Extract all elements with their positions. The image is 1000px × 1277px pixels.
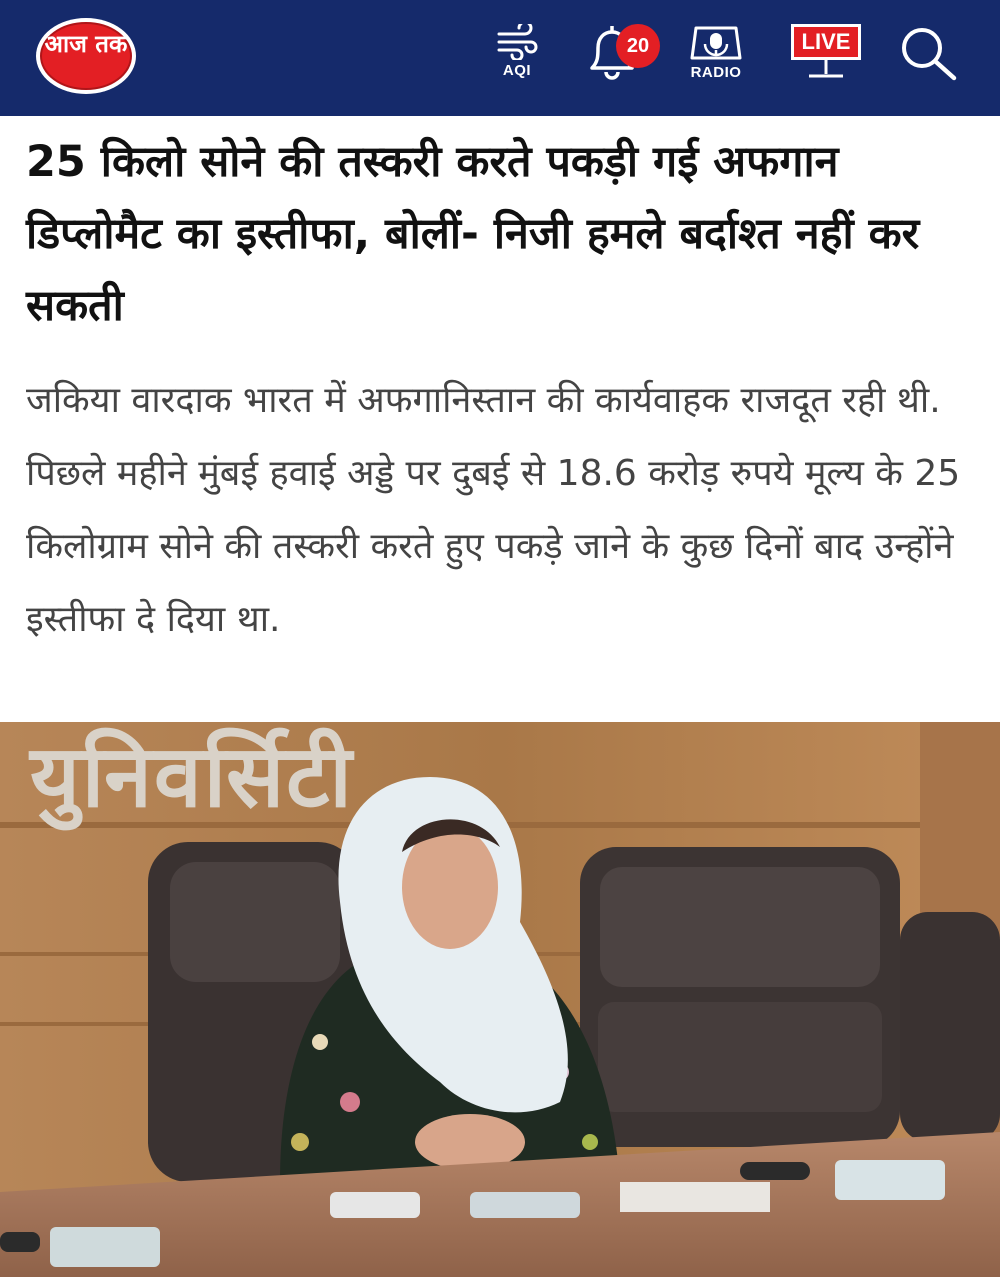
- article-headline[interactable]: 25 किलो सोने की तस्करी करते पकड़ी गई अफगान डिप्लोमैट का इस्तीफा, बोलीं- निजी हमले बर्दाश्त नहीं कर सकती: [26, 137, 920, 331]
- aajtak-logo[interactable]: [34, 14, 138, 96]
- search-icon: [898, 24, 960, 82]
- notifications-button[interactable]: [582, 22, 662, 84]
- wall-sign-text: युनिवर्सिटी: [30, 727, 354, 827]
- live-label: LIVE: [791, 24, 861, 60]
- radio-label: RADIO: [690, 64, 742, 81]
- aqi-label: AQI: [502, 62, 532, 79]
- article-photo[interactable]: [0, 722, 1000, 1277]
- search-button[interactable]: [898, 24, 960, 82]
- live-tv-icon: [791, 60, 861, 82]
- aqi-button[interactable]: [490, 24, 544, 79]
- notification-count-badge: 20: [616, 24, 660, 68]
- top-header: [0, 0, 1000, 116]
- live-tv-button[interactable]: [788, 24, 864, 86]
- logo-text: आज तक: [44, 30, 128, 58]
- aqi-wind-icon: [495, 24, 539, 60]
- radio-icon: [686, 24, 746, 62]
- radio-button[interactable]: [684, 24, 748, 81]
- article-summary: जकिया वारदाक भारत में अफगानिस्तान की कार्यवाहक राजदूत रही थी. पिछले महीने मुंबई हवाई अड्डे पर दुबई से 18.6 करोड़ रुपये मूल्य के 25 किलोग्राम सोने की तस्करी करते हुए पकड़े जाने के कुछ दिनों बाद उन्होंने इस्तीफा दे दिया था.: [26, 380, 961, 640]
